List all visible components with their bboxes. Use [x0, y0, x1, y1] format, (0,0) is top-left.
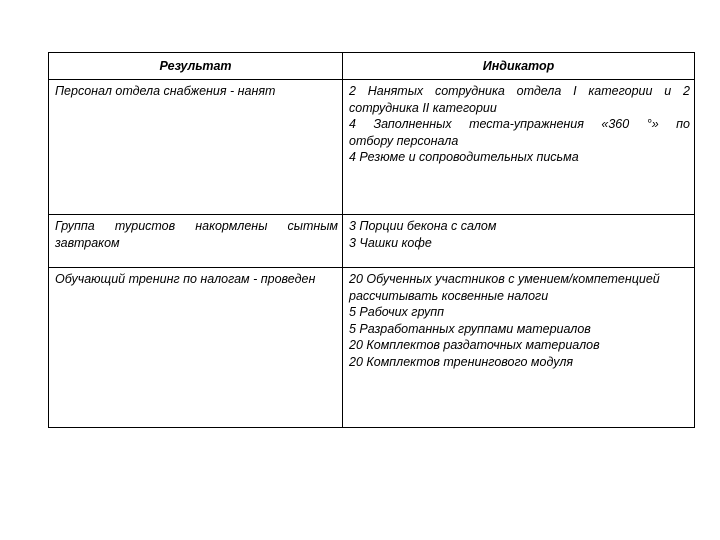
result-text: Группа туристов накормлены сытным: [55, 219, 338, 233]
table-row: [49, 80, 695, 215]
indicator-line: 5 Разработанных группами материалов: [349, 321, 591, 336]
indicator-line: 20 Комплектов тренингового модуля: [349, 354, 574, 369]
result-cell: [49, 215, 343, 268]
indicator-line: 20 Комплектов раздаточных материалов: [349, 338, 600, 352]
indicator-line: отбору персонала: [349, 133, 459, 148]
table-row: [49, 215, 695, 268]
header-indicator: Индикатор: [343, 53, 695, 80]
indicator-cell: [343, 80, 695, 215]
indicator-line: 4 Резюме и сопроводительных письма: [349, 150, 579, 164]
indicator-line: 5 Рабочих групп: [349, 305, 444, 319]
table-row: [49, 268, 695, 428]
indicator-line: 4 Заполненных теста-упражнения «360 °» по: [349, 117, 690, 131]
result-text: Персонал отдела снабжения - нанят: [55, 84, 276, 98]
header-result: Результат: [49, 53, 343, 80]
indicator-line: сотрудника II категории: [349, 100, 497, 115]
result-text: завтраком: [55, 235, 120, 250]
indicator-line: 20 Обученных участников с умением/компетенцией: [349, 272, 660, 286]
table-header-row: [49, 53, 695, 80]
indicator-line: 2 Нанятых сотрудника отдела I категории и 2: [349, 84, 690, 98]
indicator-line: 3 Чашки кофе: [349, 235, 432, 250]
indicator-cell: [343, 215, 695, 268]
results-indicators-table: [48, 52, 695, 428]
indicator-line: рассчитывать косвенные налоги: [349, 288, 549, 303]
result-cell: [49, 268, 343, 428]
result-cell: [49, 80, 343, 215]
indicator-line: 3 Порции бекона с салом: [349, 219, 497, 233]
result-text: Обучающий тренинг по налогам - проведен: [55, 272, 316, 286]
indicator-cell: [343, 268, 695, 428]
